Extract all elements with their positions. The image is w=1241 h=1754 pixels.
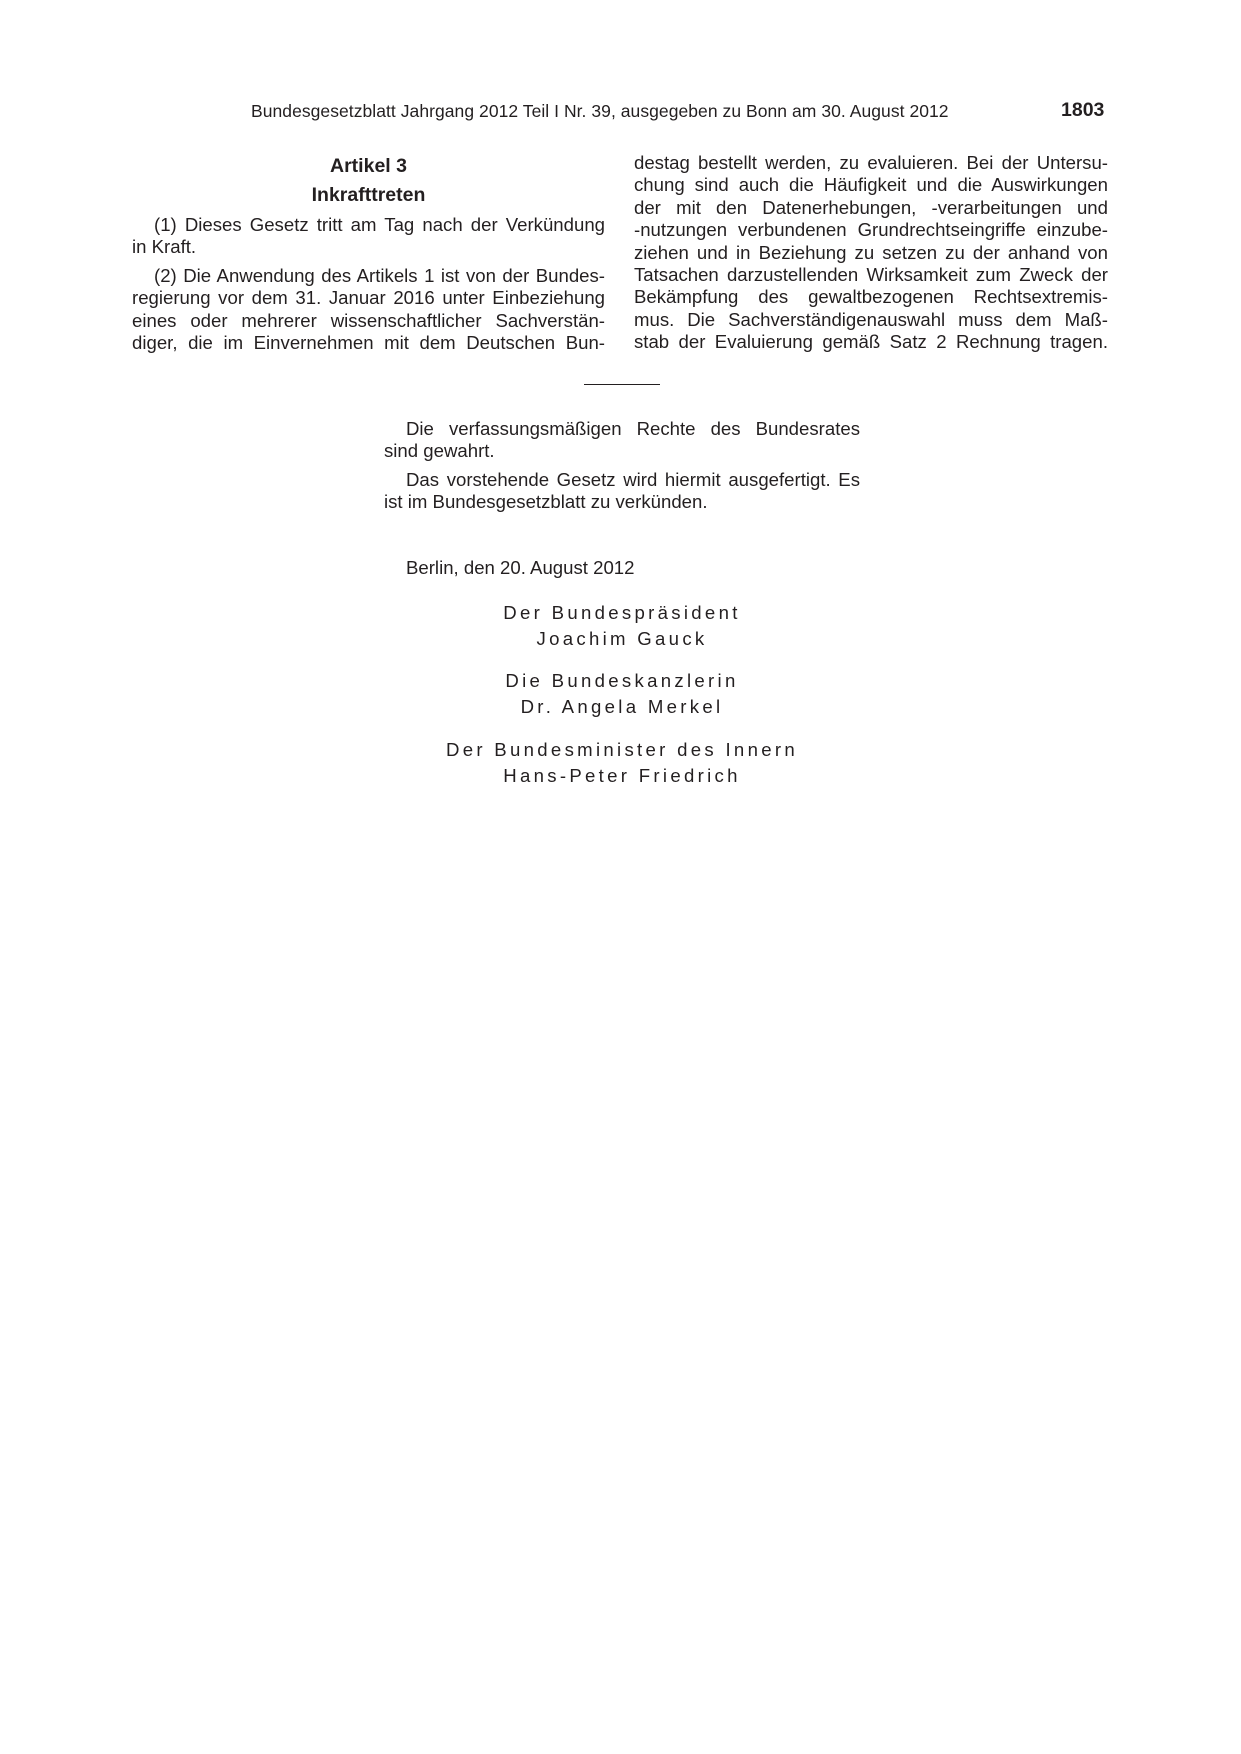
signature-block-interior-minister bbox=[384, 737, 860, 788]
text-line: Die verfassungsmäßigen Rechte des Bundesrates bbox=[406, 418, 860, 439]
text-line: destag bestellt werden, zu evaluieren. Bei der Untersu- bbox=[634, 152, 1108, 173]
signature-office: Der Bundesminister des Innern bbox=[445, 739, 798, 760]
left-column bbox=[132, 152, 605, 354]
running-title: Bundesgesetzblatt Jahrgang 2012 Teil I Nr. 39, ausgegeben zu Bonn am 30. August 2012 bbox=[251, 101, 949, 121]
closing-paragraph-2 bbox=[384, 469, 860, 514]
article-number: Artikel 3 bbox=[330, 155, 407, 177]
closing-formula bbox=[384, 418, 860, 514]
text-line: Das vorstehende Gesetz wird hiermit ausgefertigt. Es bbox=[406, 468, 860, 490]
text-line: (1) Dieses Gesetz tritt am Tag nach der Verkündung bbox=[154, 214, 605, 235]
text-line: sind gewahrt. bbox=[384, 440, 495, 462]
text-line: ist im Bundesgesetzblatt zu verkünden. bbox=[384, 491, 708, 513]
paragraph-2 bbox=[132, 265, 605, 355]
article-title: Inkrafttreten bbox=[311, 184, 426, 206]
text-line: Bekämpfung des gewaltbezogenen Rechtsextremis- bbox=[634, 286, 1108, 308]
signature-office: Der Bundespräsident bbox=[503, 602, 741, 623]
page-number: 1803 bbox=[1061, 99, 1105, 121]
signature-office: Die Bundeskanzlerin bbox=[505, 670, 739, 691]
closing-paragraph-1 bbox=[384, 418, 860, 463]
text-line: eines oder mehrerer wissenschaftlicher Sachverstän- bbox=[132, 309, 605, 331]
text-line: diger, die im Einvernehmen mit dem Deutschen Bun- bbox=[132, 332, 605, 354]
running-header bbox=[0, 101, 1241, 127]
signature-block-chancellor bbox=[384, 668, 860, 719]
text-line: regierung vor dem 31. Januar 2016 unter Einbeziehung bbox=[132, 287, 605, 309]
text-line: Tatsachen darzustellenden Wirksamkeit zum Zweck der bbox=[634, 264, 1108, 286]
text-line: (2) Die Anwendung des Artikels 1 ist von der Bundes- bbox=[154, 264, 605, 286]
section-divider bbox=[584, 384, 660, 385]
text-line: ziehen und in Beziehung zu setzen zu der anhand von bbox=[634, 241, 1108, 263]
text-line: chung sind auch die Häufigkeit und die Auswirkungen bbox=[634, 174, 1108, 196]
place-and-date: Berlin, den 20. August 2012 bbox=[406, 557, 635, 578]
paragraph-2-continued bbox=[634, 152, 1108, 354]
right-column bbox=[634, 152, 1108, 354]
signature-block-president bbox=[384, 600, 860, 651]
signature-name: Hans-Peter Friedrich bbox=[503, 764, 741, 786]
text-line: -nutzungen verbundenen Grundrechtseingriffe einzube- bbox=[634, 219, 1108, 241]
text-line: der mit den Datenerhebungen, -verarbeitungen und bbox=[634, 196, 1108, 218]
text-line: stab der Evaluierung gemäß Satz 2 Rechnung tragen. bbox=[634, 331, 1108, 353]
text-line: in Kraft. bbox=[132, 236, 197, 258]
paragraph-1 bbox=[132, 214, 605, 259]
text-line: mus. Die Sachverständigenauswahl muss dem Maß- bbox=[634, 308, 1108, 330]
signature-name: Joachim Gauck bbox=[536, 627, 708, 649]
signature-name: Dr. Angela Merkel bbox=[520, 695, 724, 717]
